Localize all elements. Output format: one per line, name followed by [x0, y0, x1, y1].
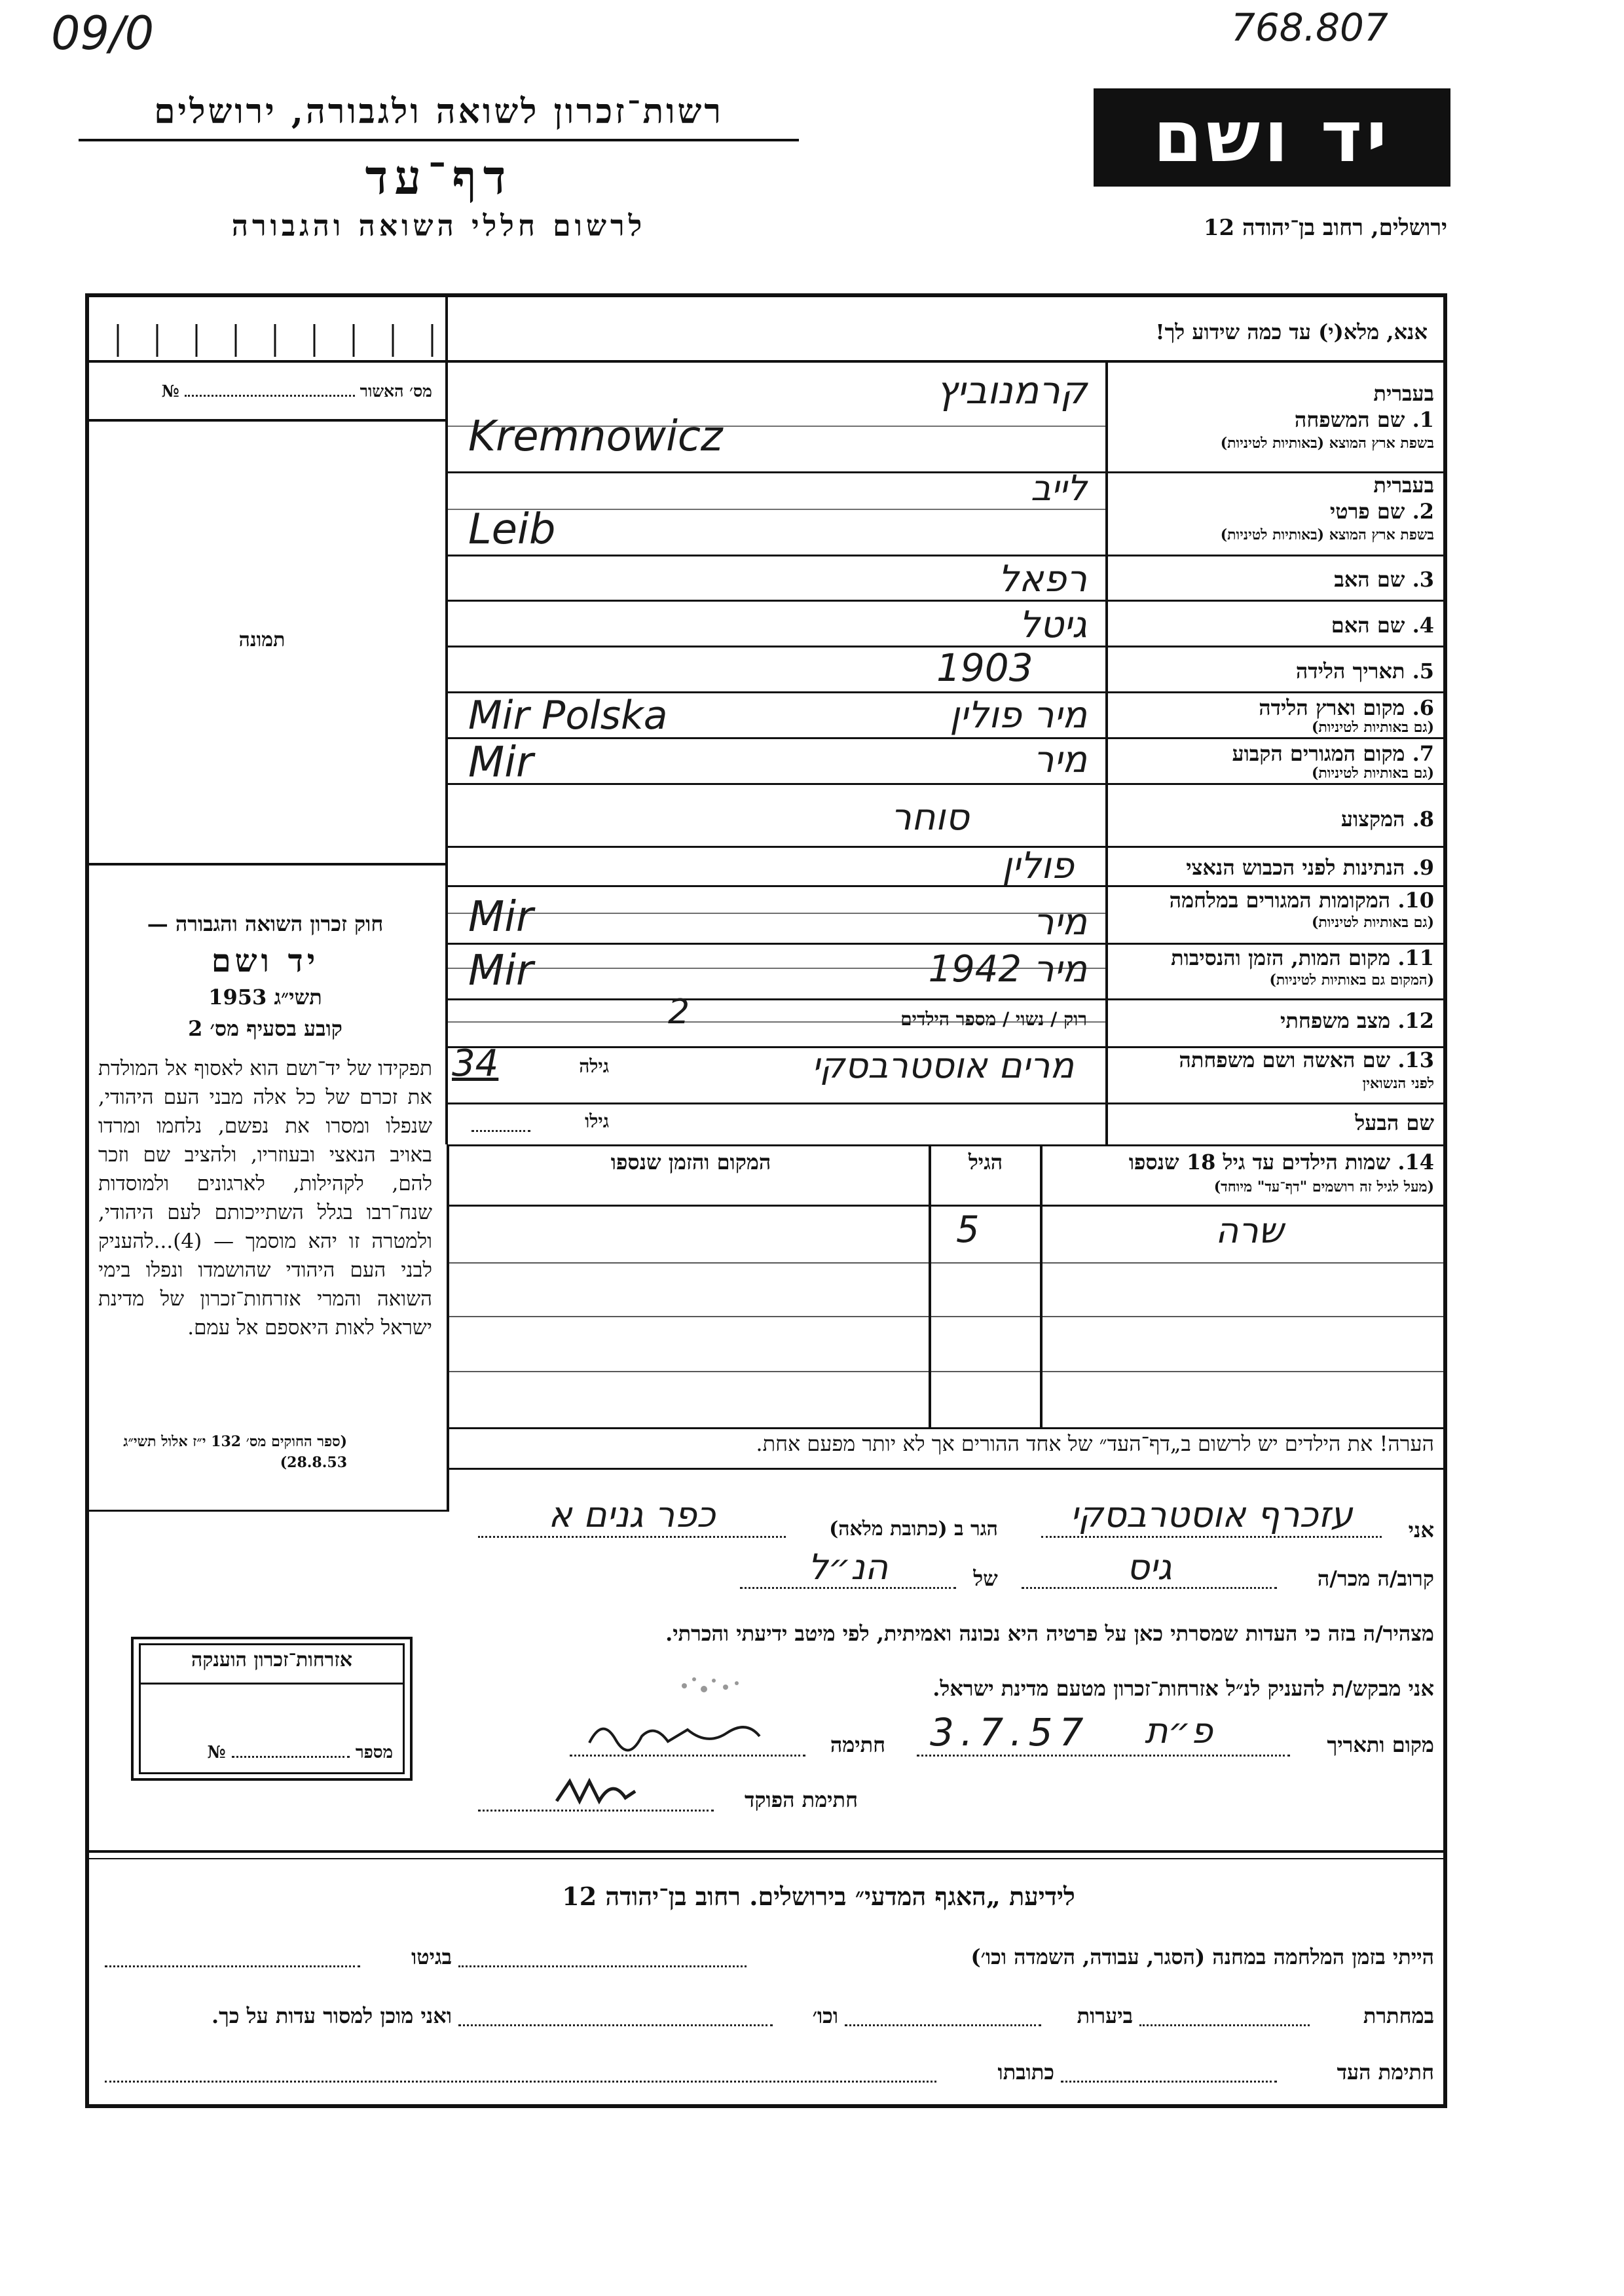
- child-row-name: שרה: [1215, 1210, 1283, 1251]
- footer-line2-testify: ואני מוכן למסור עדות על כך.: [211, 2003, 452, 2028]
- declaration-statement: מצהיר/ה בזה כי העדות שמסרתי כאן על פרטיה היא נכונה ואמיתית, לפי מיטב ידיעתי והכרתי.: [665, 1621, 1434, 1646]
- field-10-sub: (גם באותיות לטיניות): [1311, 914, 1434, 931]
- footer-line1-camp: הייתי בזמן המלחמה במחנה (הסגר, עבודה, השמדה וכו׳): [970, 1944, 1434, 1969]
- birth-date: 1903: [936, 646, 1033, 690]
- relation-of-label: של: [973, 1566, 998, 1591]
- field-1-lang: בעברית: [1373, 381, 1434, 406]
- husband-age-label: גילו: [585, 1110, 609, 1132]
- citizenship-number-label: מספר: [355, 1743, 393, 1762]
- family-name-hebrew: קרמנוביץ: [936, 368, 1087, 412]
- field-11-label: 11. מקום המות, הזמן והנסיבות: [1171, 945, 1434, 970]
- header-address: ירושלים, רחוב בן־יהודה 12: [1203, 215, 1447, 241]
- photo-label: תמונה: [238, 629, 286, 651]
- citizenship-number-symbol: №: [207, 1743, 226, 1762]
- marital-status-options: רוק / נשוי / מספר הילדים: [900, 1008, 1087, 1030]
- nationality: פולין: [1002, 845, 1074, 887]
- form-subtitle: לרשום חללי השואה והגבורה: [231, 210, 646, 243]
- birth-place-latin: Mir Polska: [468, 693, 668, 738]
- first-name-latin: Leib: [468, 505, 556, 554]
- wife-name: מרים אוסטרבסקי: [811, 1045, 1074, 1086]
- declarant-address: כפר גנים א: [548, 1494, 716, 1535]
- footer-line2-forests: ביערות: [1077, 2003, 1133, 2028]
- law-clause: קובע בסעיף מס׳ 2: [188, 1016, 342, 1041]
- children-count: 2: [668, 993, 690, 1032]
- field-2-sub: בשפת ארץ המוצא (באותיות לטיניות): [1220, 526, 1434, 543]
- child-row-age: 5: [956, 1209, 980, 1251]
- approval-no-label: מס׳ האשור: [360, 382, 432, 401]
- law-reference: (ספר החוקים מס׳ 132 י״ז אלול תשי״ג 28.8.53): [123, 1433, 347, 1471]
- children-section-label: 14. שמות הילדים עד גיל 18 שנספו: [1128, 1150, 1434, 1175]
- yad-vashem-logo: יד ושם: [1094, 88, 1450, 187]
- profession: סוחר: [891, 796, 969, 839]
- corner-note-right: 768.807: [1231, 5, 1388, 50]
- footer-line2-etc: וכו׳: [812, 2003, 838, 2028]
- declaration-living-label: הגר ב (כתובת מלאה): [829, 1518, 998, 1540]
- footer-title: לידיעת „האגף המדעי״ בירושלים. רחוב בן־יהודה 12: [562, 1882, 1075, 1911]
- declaration-request: אני מבקש/ת להעניק לנ״ל אזרחות־זכרון מטעם מדינת ישראל.: [932, 1676, 1434, 1701]
- war-residence-hebrew: מיר: [1033, 901, 1087, 943]
- law-year: תשי״ג 1953: [208, 985, 322, 1010]
- footer-line2-underground: במחתרת: [1363, 2003, 1434, 2028]
- relation-of-value: הנ״ל: [807, 1546, 889, 1588]
- org-line: רשות־זכרון לשואה ולגבורה, ירושלים: [154, 92, 724, 132]
- field-7-label: 7. מקום המגורים הקבוע: [1232, 741, 1434, 766]
- field-6-sub: (גם באותיות לטיניות): [1311, 719, 1434, 736]
- field-2-label: 2. שם פרטי: [1329, 499, 1434, 524]
- law-text: תפקידו של יד־ושם הוא לאסוף אל המולדת את זכרם של כל אלה מבני העם היהודי, שנפלו ומסרו את נפשם, נלחמו ומרדו באויב הנאצי ובעוזריו, ולהציב שם וזכר להם, לקהילות, לארגונים ולמוסדות שנח־רבו בגלל השתייכותם לעם היהודי, ולמטרה זו יהא מוסמך — (4)...להעניק לבני העם היהודי שהושמדו ונפלו בימי השואה והמרי אזרחות־זכרון של מדינת ישראל לאות היאספם אל עמם.: [98, 1057, 432, 1339]
- field-9-label: 9. הנתינות לפני הכבוש הנאצי: [1186, 855, 1434, 880]
- intro-text: אנא, מלא(י) עד כמה שידוע לך!: [1155, 319, 1428, 344]
- death-place-latin: Mir: [468, 947, 534, 995]
- footer-line3-address: כתובתו: [997, 2060, 1054, 2085]
- children-note: הערה! את הילדים יש לרשום ב„דף־העד״ של אחד ההורים אך לא יותר מפעם אחת.: [756, 1431, 1434, 1456]
- field-8-label: 8. המקצוע: [1340, 807, 1434, 831]
- officer-signature-label: חתימת הפוקד: [745, 1787, 858, 1812]
- field-4-label: 4. שם האם: [1331, 613, 1434, 638]
- field-11-sub: (המקום גם באותיות לטיניות): [1269, 972, 1434, 989]
- field-10-label: 10. המקומות המגורים במלחמה: [1169, 888, 1434, 913]
- field-12-label: 12. מצב משפחתי: [1280, 1008, 1434, 1033]
- field-5-label: 5. תאריך הלידה: [1295, 659, 1434, 683]
- citizenship-number: [151, 1743, 393, 1762]
- field-1-label: 1. שם המשפחה: [1294, 407, 1434, 432]
- children-col-place: המקום והזמן שנספו: [610, 1150, 771, 1175]
- field-6-label: 6. מקום וארץ הלידה: [1259, 695, 1434, 720]
- approval-no-symbol: №: [161, 382, 179, 401]
- declaration-date: 3.7.57: [930, 1710, 1090, 1755]
- relation-label: קרוב/ה מכר/ה: [1317, 1566, 1434, 1591]
- officer-signature: [550, 1772, 642, 1811]
- mother-name: גיטל: [1019, 604, 1087, 646]
- footer-line3-signature: חתימת העד: [1337, 2060, 1434, 2085]
- children-col-age: הגיל: [968, 1150, 1003, 1175]
- citizenship-title: אזרחות־זכרון הוענקה: [191, 1649, 353, 1671]
- footer-line1-ghetto: בגיטו: [411, 1944, 452, 1969]
- declaration-i-label: אני: [1408, 1518, 1434, 1542]
- field-7-sub: (גם באותיות לטיניות): [1311, 765, 1434, 782]
- relation-value: גיס: [1126, 1546, 1172, 1588]
- birth-place-hebrew: מיר פולין: [950, 694, 1087, 737]
- law-name: יד ושם: [211, 943, 320, 979]
- wife-age: 34: [452, 1042, 499, 1085]
- field-3-label: 3. שם האב: [1334, 567, 1434, 592]
- residence-hebrew: מיר: [1033, 738, 1087, 781]
- field-1-sub: בשפת ארץ המוצא (באותיות לטיניות): [1220, 435, 1434, 452]
- declarant-signature: [576, 1710, 773, 1756]
- signature-label: חתימה: [830, 1732, 886, 1757]
- law-line: חוק זכרון השואה והגבורה —: [147, 911, 384, 936]
- children-section-sub: (מעל לגיל זה רושמים "דף־עד" מיוחד): [1213, 1178, 1434, 1195]
- place-date-label: מקום ותאריך: [1327, 1732, 1434, 1757]
- field-13-label: 13. שם האשה ושם משפחתה: [1179, 1048, 1434, 1072]
- first-name-hebrew: לייב: [1030, 467, 1087, 509]
- death-place-hebrew: מיר 1942: [928, 948, 1087, 991]
- approval-no: [105, 382, 432, 401]
- wife-age-label: גילה: [579, 1055, 609, 1077]
- father-name: רפאל: [998, 558, 1087, 600]
- field-2-lang: בעברית: [1373, 473, 1434, 498]
- corner-note-left: 09/0: [51, 7, 155, 60]
- war-residence-latin: Mir: [468, 893, 534, 941]
- residence-latin: Mir: [468, 738, 534, 787]
- tick-strip: [92, 324, 445, 357]
- field-13-sub: לפני הנשואין: [1362, 1075, 1434, 1092]
- form-title: דף־עד: [365, 149, 513, 205]
- declaration-place: פ״ת: [1144, 1710, 1213, 1751]
- family-name-latin: Kremnowicz: [468, 412, 723, 461]
- husband-label: שם הבעל: [1355, 1110, 1434, 1135]
- stamp-mark: [674, 1666, 747, 1705]
- declarant-name: עזכרף אוסטרבסקי: [1070, 1494, 1353, 1535]
